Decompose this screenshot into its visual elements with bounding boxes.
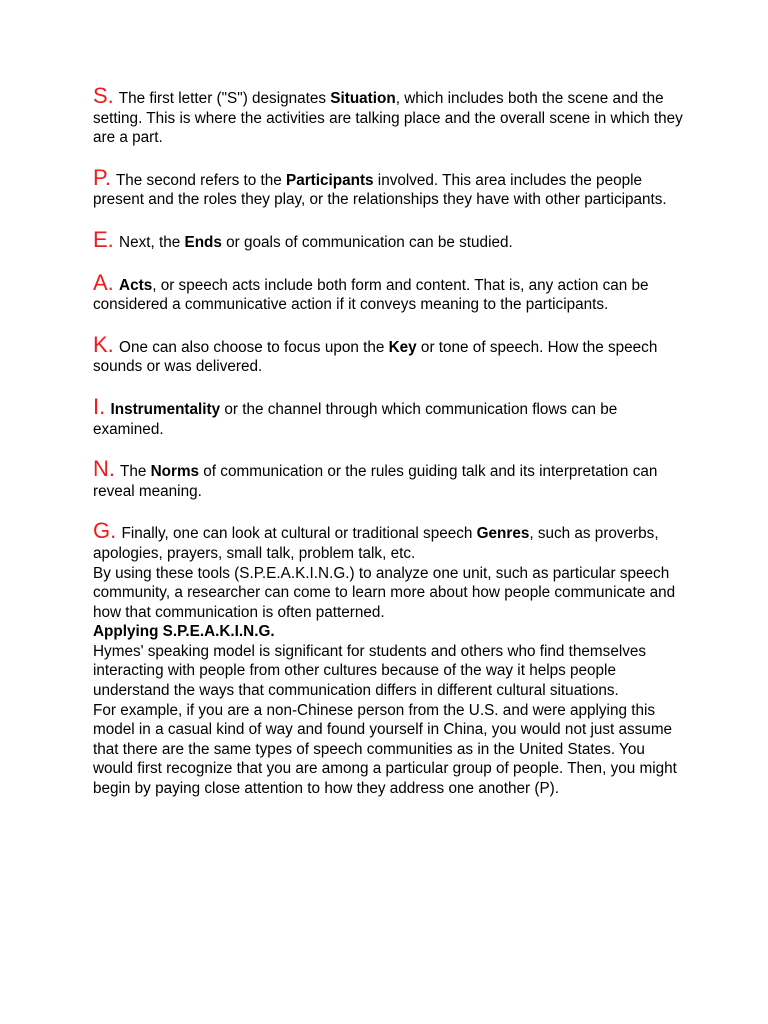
entry-text-post: involved. This area includes the people present and the roles they play, or the relationships they have with other participants.: [93, 171, 667, 209]
entry-situation: [93, 83, 683, 148]
example-paragraph: For example, if you are a non-Chinese person from the U.S. and were applying this model in a casual kind of way and found yourself in China, you would not just assume that there are the same types of speech communities as in the United States. You would first recognize that you are among a particular group of people. Then, you might begin by paying close attention to how they address one another (P).: [93, 701, 677, 798]
entry-letter: A.: [93, 269, 114, 295]
entry-text-pre: Next, the: [119, 233, 185, 251]
entry-letter: G.: [93, 518, 117, 544]
entry-norms: [93, 456, 683, 501]
entry-instrumentality: [93, 393, 683, 439]
entry-keyword: Participants: [286, 171, 374, 189]
entry-text-pre: The: [119, 463, 151, 481]
entry-letter: K.: [93, 331, 114, 357]
entry-genres: [93, 518, 683, 563]
entry-keyword: Ends: [184, 233, 222, 251]
entry-text-post: or tone of speech. How the speech sounds or was delivered.: [93, 338, 658, 376]
entry-keyword: Instrumentality: [110, 400, 221, 418]
entry-text-post: , or speech acts include both form and content. That is, any action can be considered a communicative action if it conveys meaning to the participants.: [93, 276, 649, 314]
document-page: [93, 83, 683, 799]
entry-text-post: , which includes both the scene and the setting. This is where the activities are talking place and the overall scene in which they are a part.: [93, 90, 683, 147]
entry-letter: I.: [93, 393, 106, 419]
entry-letter: N.: [93, 456, 115, 482]
entry-text-pre: One can also choose to focus upon the: [119, 338, 389, 356]
entry-text-post: , such as proverbs, apologies, prayers, small talk, problem talk, etc.: [93, 525, 659, 562]
entry-acts: [93, 269, 683, 315]
entry-text-post: of communication or the rules guiding talk and its interpretation can reveal meaning.: [93, 463, 658, 500]
entry-keyword: Acts: [119, 276, 153, 294]
hymes-paragraph: Hymes' speaking model is significant for students and others who find themselves interacting with people from other cultures because of the way it helps people understand the ways that communication differs in different cultural situations.: [93, 642, 647, 700]
entry-keyword: Norms: [150, 463, 200, 481]
entry-text-post: or the channel through which communication flows can be examined.: [93, 400, 618, 438]
entry-keyword: Genres: [476, 525, 530, 543]
entry-letter: S.: [93, 83, 114, 108]
entry-keyword: Situation: [330, 90, 396, 107]
entry-keyword: Key: [388, 338, 417, 356]
entry-text-pre: Finally, one can look at cultural or traditional speech: [121, 525, 477, 543]
entry-text-pre: The second refers to the: [115, 171, 286, 189]
entry-ends: [93, 226, 683, 253]
applying-heading: Applying S.P.E.A.K.I.N.G.: [93, 623, 275, 641]
entry-participants: [93, 164, 683, 210]
entry-text-pre: The first letter ("S") designates: [118, 90, 331, 107]
entry-letter: P.: [93, 164, 111, 190]
entry-text-post: or goals of communication can be studied.: [221, 233, 513, 251]
entry-key: [93, 331, 683, 377]
summary-paragraph: By using these tools (S.P.E.A.K.I.N.G.) to analyze one unit, such as particular speech community, a researcher can come to learn more about how people communicate and how that communication is often patterned.: [93, 564, 676, 621]
entry-letter: E.: [93, 226, 114, 252]
